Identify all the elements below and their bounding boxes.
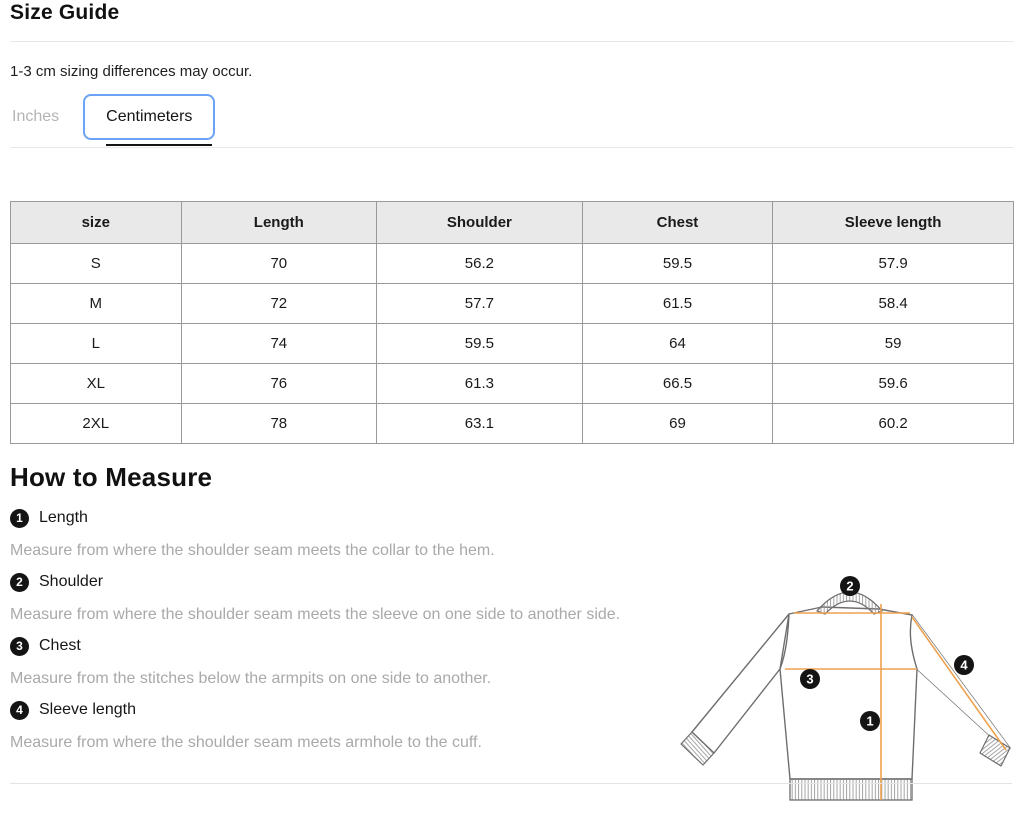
col-header-chest: Chest (582, 202, 773, 244)
svg-text:2: 2 (846, 578, 854, 594)
cell-shoulder: 63.1 (377, 404, 583, 444)
cell-sleeve-length: 59 (773, 324, 1014, 364)
cell-length: 74 (181, 324, 377, 364)
measure-item-label-row (10, 508, 670, 528)
measure-item-length (10, 508, 670, 560)
sweater-body (780, 607, 917, 779)
divider (10, 41, 1014, 42)
cell-size: S (11, 244, 182, 284)
cell-sleeve-length: 60.2 (773, 404, 1014, 444)
cell-shoulder: 61.3 (377, 364, 583, 404)
how-to-measure-heading: How to Measure (10, 462, 213, 492)
tab-inches[interactable] (10, 96, 61, 138)
col-header-shoulder: Shoulder (377, 202, 583, 244)
col-header-sleeve-length: Sleeve length (773, 202, 1014, 244)
cell-size: L (11, 324, 182, 364)
col-header-size: size (11, 202, 182, 244)
sweater-right-cuff (980, 735, 1010, 766)
measure-item-chest (10, 636, 670, 688)
sweater-diagram (680, 567, 1024, 809)
table-row-m (11, 284, 1014, 324)
diagram-marker-1 (860, 711, 880, 731)
measure-item-description: Measure from the stitches below the armpits on one side to another. (10, 670, 492, 687)
diagram-marker-3 (800, 669, 820, 689)
table-row-l (11, 324, 1014, 364)
cell-sleeve-length: 58.4 (773, 284, 1014, 324)
measure-item-description: Measure from where the shoulder seam meets the collar to the hem. (10, 542, 495, 559)
measure-item-label: Chest (39, 637, 81, 654)
number-badge-1: 1 (10, 509, 29, 528)
measure-list (10, 508, 670, 752)
cell-shoulder: 59.5 (377, 324, 583, 364)
measure-item-description: Measure from where the shoulder seam meets armhole to the cuff. (10, 734, 482, 751)
cell-length: 76 (181, 364, 377, 404)
measure-line-sleeve (912, 617, 1006, 750)
how-to-measure-section (10, 463, 1014, 752)
measure-item-label: Sleeve length (39, 701, 136, 718)
unit-tabs (10, 94, 1014, 148)
col-header-length: Length (181, 202, 377, 244)
measure-item-label: Shoulder (39, 573, 104, 590)
cell-size: 2XL (11, 404, 182, 444)
diagram-marker-4 (954, 655, 974, 675)
measure-item-sleeve-length (10, 700, 670, 752)
measure-item-shoulder (10, 572, 670, 624)
number-badge-3: 3 (10, 637, 29, 656)
measure-item-label-row (10, 572, 670, 592)
tab-centimeters[interactable] (83, 94, 215, 140)
number-badge-4: 4 (10, 701, 29, 720)
measure-item-label-row (10, 700, 670, 720)
measure-item-label-row (10, 636, 670, 656)
cell-chest: 66.5 (582, 364, 773, 404)
number-badge-2: 2 (10, 573, 29, 592)
size-table-header-row (11, 202, 1014, 244)
cell-shoulder: 57.7 (377, 284, 583, 324)
sizing-note: 1-3 cm sizing differences may occur. (10, 63, 253, 80)
cell-length: 78 (181, 404, 377, 444)
svg-text:3: 3 (806, 671, 814, 687)
tab-centimeters-label: Centimeters (106, 108, 193, 125)
cell-sleeve-length: 57.9 (773, 244, 1014, 284)
cell-size: M (11, 284, 182, 324)
cell-size: XL (11, 364, 182, 404)
sweater-diagram-svg (680, 567, 1024, 809)
cell-shoulder: 56.2 (377, 244, 583, 284)
diagram-marker-2 (840, 576, 860, 596)
cell-sleeve-length: 59.6 (773, 364, 1014, 404)
bottom-divider (10, 783, 1012, 784)
sweater-left-sleeve (692, 614, 789, 753)
table-row-2xl (11, 404, 1014, 444)
table-row-xl (11, 364, 1014, 404)
cell-chest: 59.5 (582, 244, 773, 284)
measure-item-label: Length (39, 509, 88, 526)
cell-chest: 69 (582, 404, 773, 444)
svg-text:1: 1 (866, 713, 874, 729)
tab-inches-label: Inches (12, 108, 60, 125)
cell-chest: 64 (582, 324, 773, 364)
cell-length: 72 (181, 284, 377, 324)
size-table (10, 201, 1014, 444)
cell-chest: 61.5 (582, 284, 773, 324)
table-row-s (11, 244, 1014, 284)
cell-length: 70 (181, 244, 377, 284)
measure-item-description: Measure from where the shoulder seam meets the sleeve on one side to another side. (10, 606, 621, 623)
svg-text:4: 4 (960, 657, 968, 673)
page-title: Size Guide (10, 1, 120, 24)
